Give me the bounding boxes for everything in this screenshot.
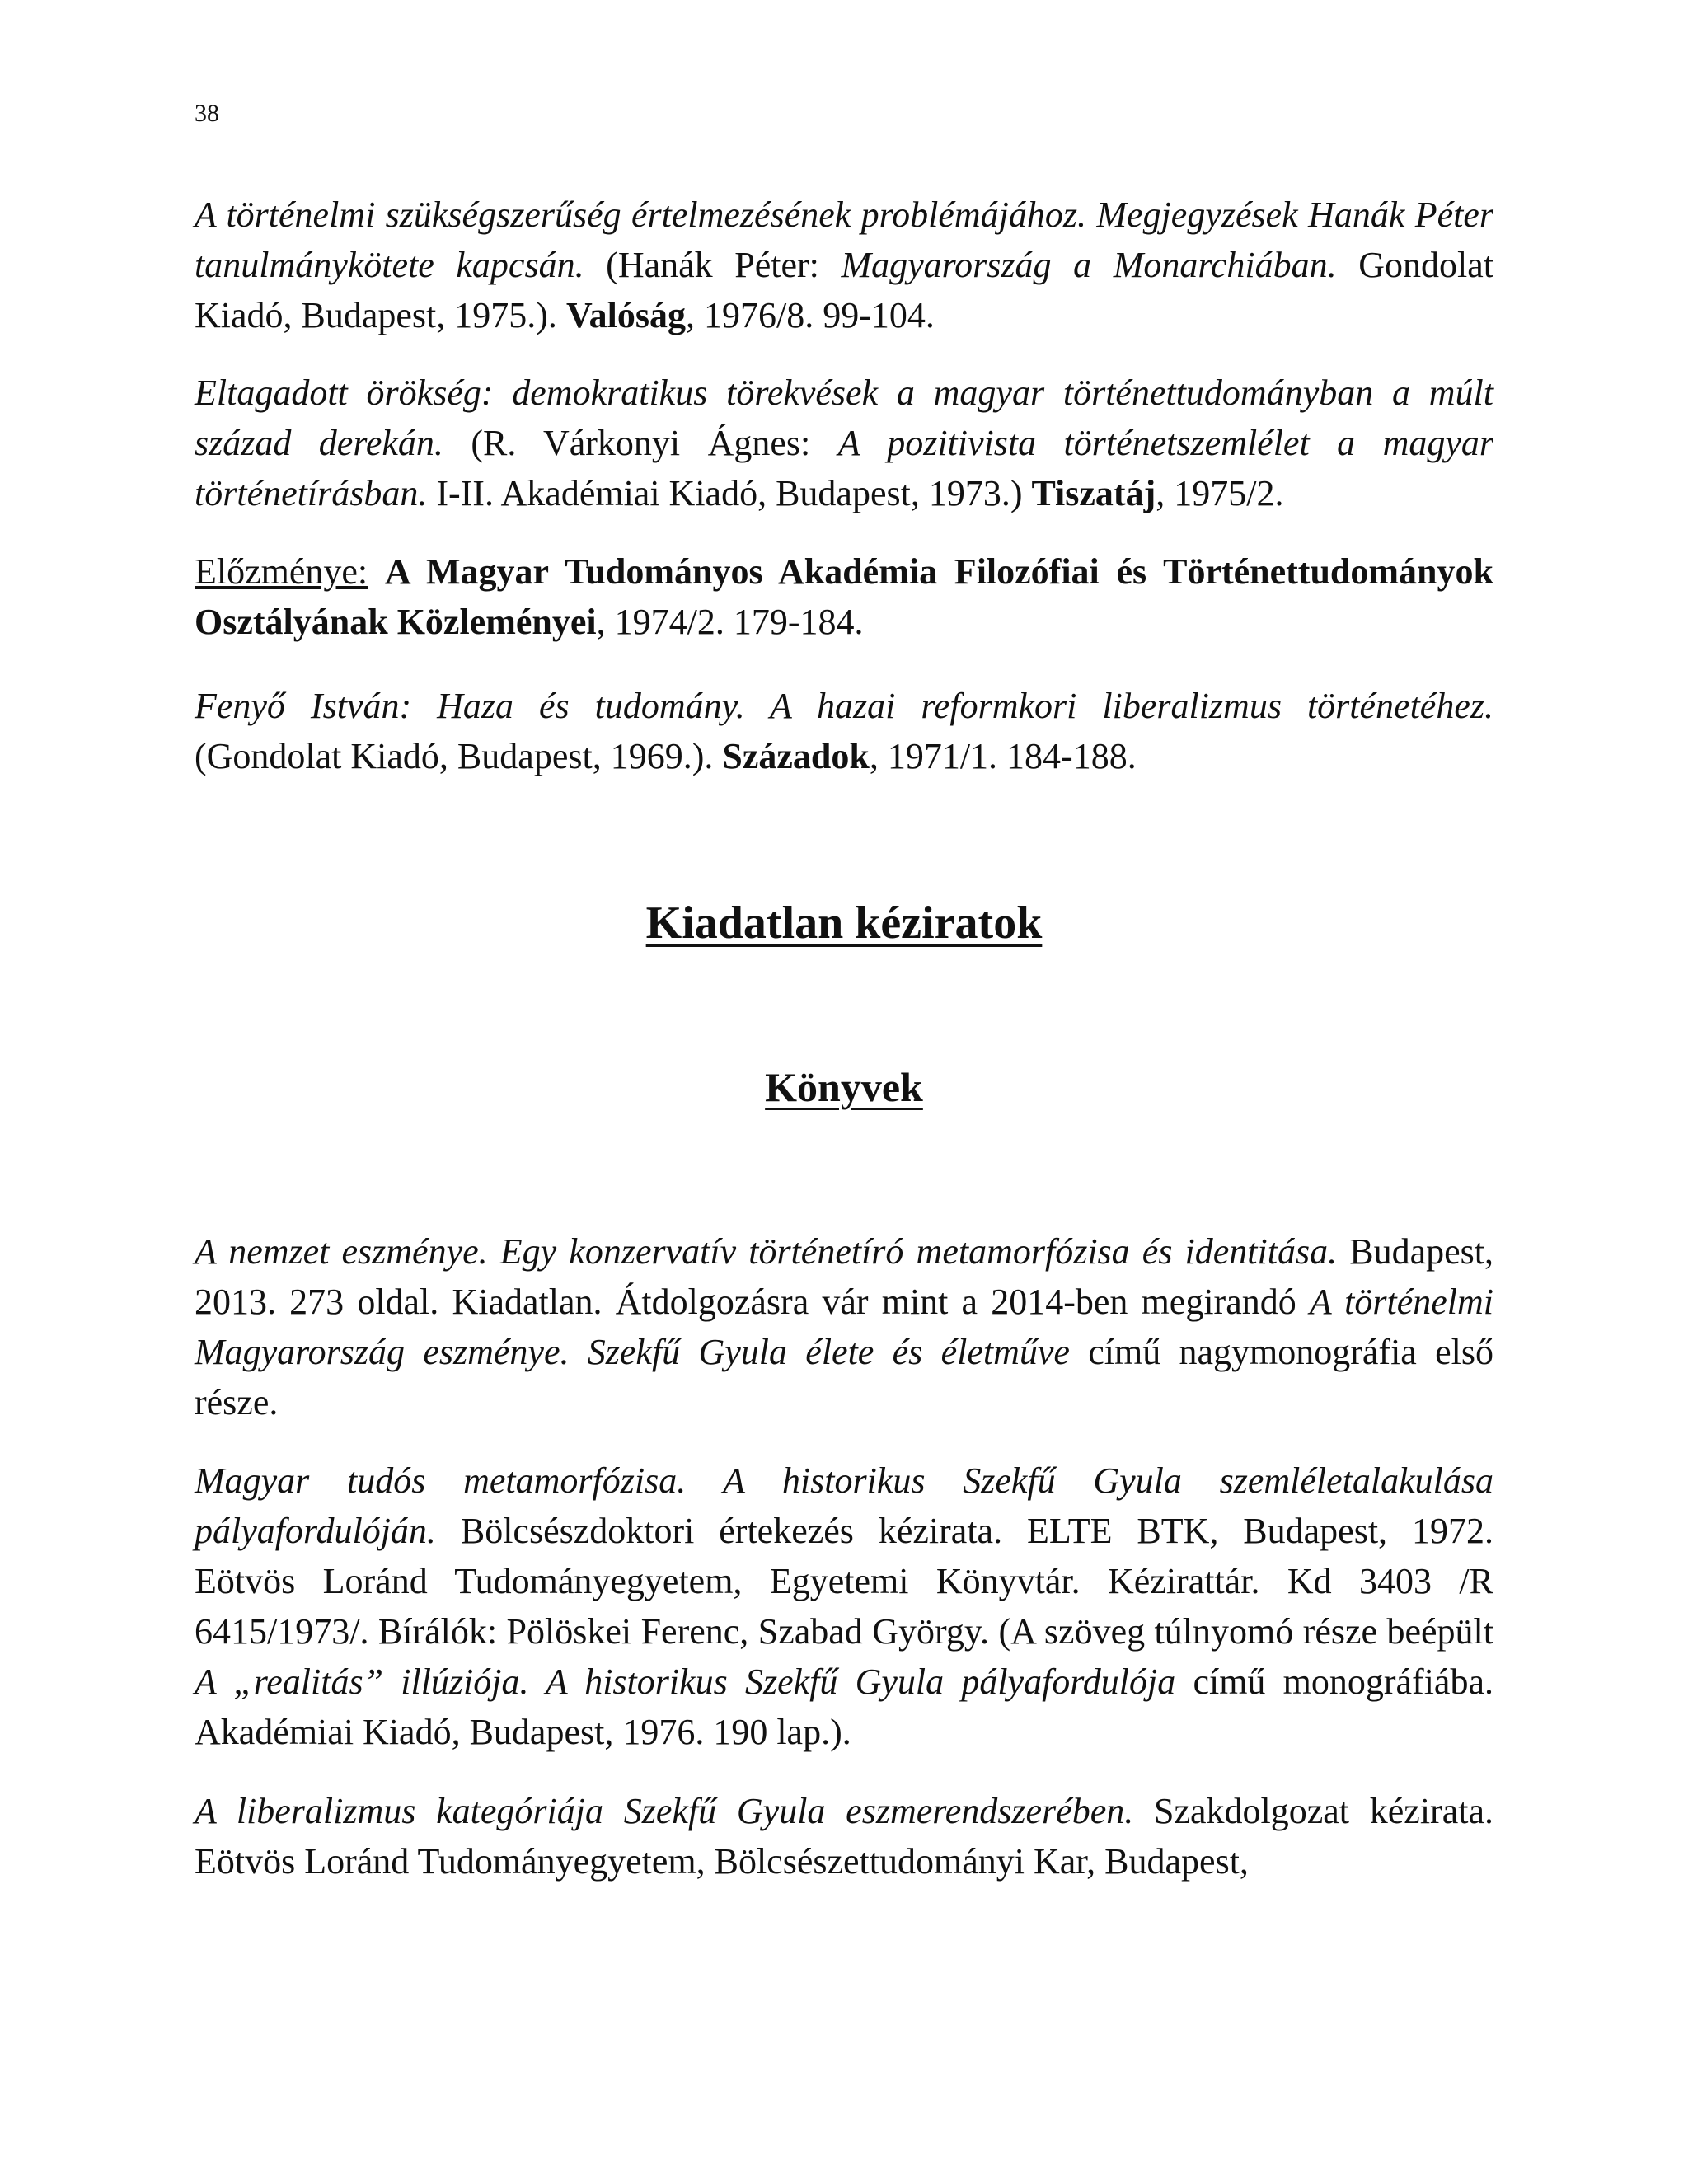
- bibliography-entry-4: [195, 681, 1493, 781]
- entry-citation: , 1971/1. 184-188.: [869, 736, 1137, 776]
- entry-title: Eltagadott örökség: demokratikus törekvések a magyar történettudományban a múlt század derekán.: [195, 373, 1493, 463]
- entry-citation: , 1974/2. 179-184.: [596, 602, 864, 642]
- entry-title: Magyar tudós metamorfózisa. A historikus Szekfű Gyula szemléletalakulása pályafordulóján.: [195, 1460, 1493, 1551]
- entry-journal: A Magyar Tudományos Akadémia Filozófiai és Történettudományok Osztályának Közleményei: [195, 551, 1493, 642]
- entry-label: Előzménye:: [195, 551, 368, 592]
- entry-book-title: A „realitás” illúziója. A historikus Szekfű Gyula pályafordulója: [195, 1661, 1176, 1702]
- book-entry-3: [195, 1786, 1493, 1886]
- page-number: 38: [195, 100, 219, 127]
- entry-text: I-II. Akadémiai Kiadó, Budapest, 1973.): [427, 473, 1032, 513]
- entry-title: Fenyő István: Haza és tudomány. A hazai reformkori liberalizmus történetéhez.: [195, 686, 1493, 726]
- entry-book-title: A történelmi Magyarország eszménye. Szekfű Gyula élete és életműve: [195, 1282, 1493, 1372]
- entry-citation: , 1976/8. 99-104.: [686, 295, 935, 335]
- entry-text: (Gondolat Kiadó, Budapest, 1969.).: [195, 736, 723, 776]
- section-heading: Kiadatlan kéziratok: [645, 898, 1043, 949]
- entry-text: (Hanák Péter:: [584, 245, 842, 285]
- subsection-heading: Könyvek: [765, 1064, 923, 1110]
- entry-title: A nemzet eszménye. Egy konzervatív történetíró metamorfózisa és identitása.: [195, 1231, 1338, 1272]
- entry-title: A történelmi szükségszerűség értelmezésének problémájához. Megjegyzések Hanák Péter tanulmánykötete kapcsán.: [195, 194, 1493, 285]
- entry-text: című monográfiába. Akadémiai Kiadó, Budapest, 1976. 190 lap.).: [195, 1661, 1493, 1752]
- entry-text: Bölcsészdoktori értekezés kézirata. ELTE BTK, Budapest, 1972. Eötvös Loránd Tudományegyetem, Egyetemi Könyvtár. Kézirattár. Kd 3403 /R 6415/1973/. Bírálók: Pölöskei Ferenc, Szabad György. (A szöveg túlnyomó része beépült: [195, 1511, 1493, 1652]
- book-entry-2: [195, 1455, 1493, 1757]
- book-entry-1: [195, 1226, 1493, 1427]
- entry-text: Gondolat Kiadó, Budapest, 1975.).: [195, 245, 1493, 335]
- entry-title: A liberalizmus kategóriája Szekfű Gyula eszmerendszerében.: [195, 1791, 1134, 1831]
- entry-journal: Századok: [722, 736, 870, 776]
- entry-text: című nagymonográfia első része.: [195, 1332, 1493, 1422]
- entry-text: Szakdolgozat kézirata. Eötvös Loránd Tudományegyetem, Bölcsészettudományi Kar, Budapest,: [195, 1791, 1493, 1882]
- entry-text: Budapest, 2013. 273 oldal. Kiadatlan. Átdolgozásra vár mint a 2014-ben megirandó: [195, 1231, 1493, 1322]
- entry-citation: , 1975/2.: [1156, 473, 1284, 513]
- bibliography-entry-3: [195, 546, 1493, 647]
- entry-book-title: Magyarország a Monarchiában.: [841, 245, 1337, 285]
- entry-journal: Valóság: [565, 295, 687, 335]
- entry-journal: Tiszatáj: [1031, 473, 1156, 513]
- entry-book-title: A pozitivista történetszemlélet a magyar történetírásban.: [195, 423, 1493, 513]
- bibliography-entry-2: [195, 368, 1493, 518]
- bibliography-entry-1: [195, 190, 1493, 340]
- entry-text: (R. Várkonyi Ágnes:: [443, 423, 838, 463]
